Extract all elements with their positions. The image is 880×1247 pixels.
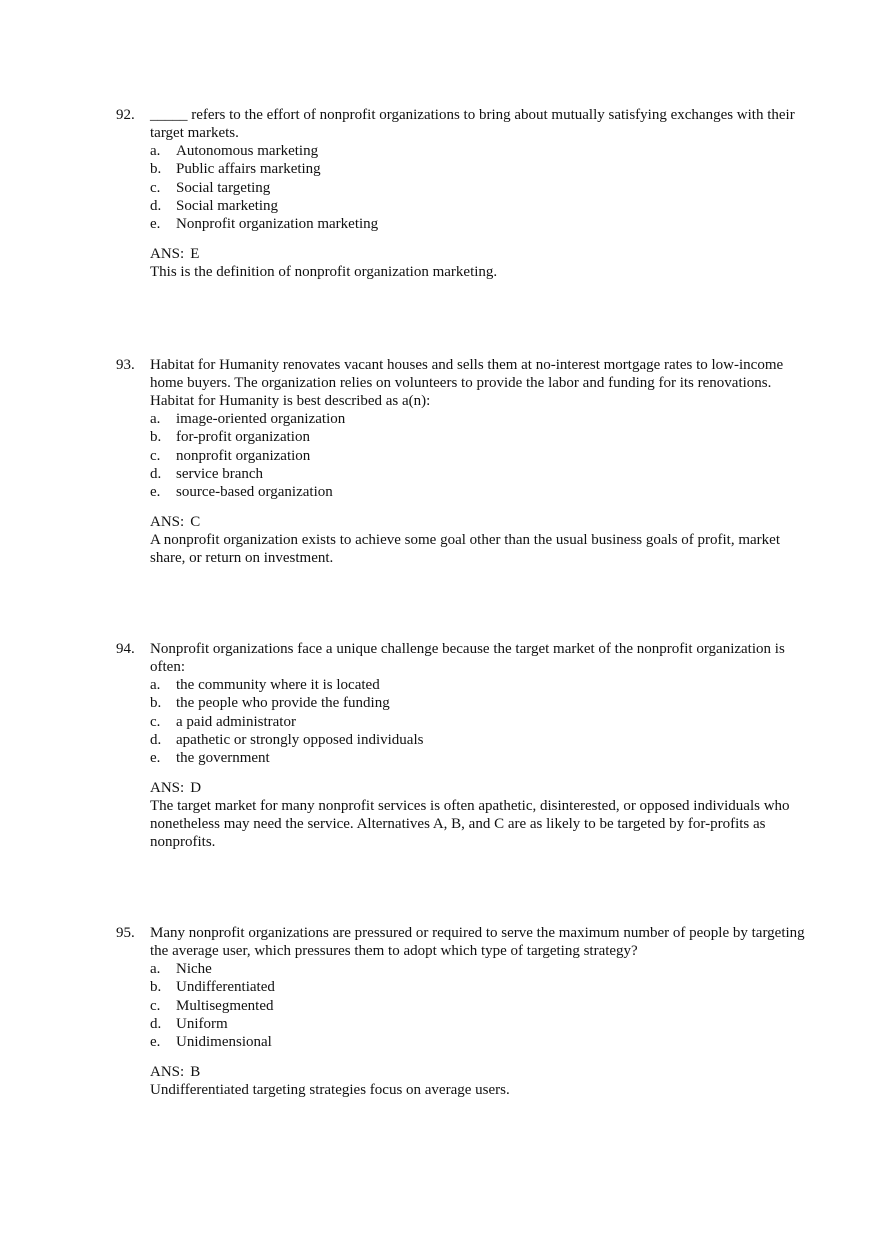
choice-text: Undifferentiated	[176, 979, 275, 996]
choice-a	[150, 410, 806, 428]
choice-text: Uniform	[176, 1015, 228, 1032]
answer-explanation: Undifferentiated targeting strategies focus on average users.	[150, 1082, 510, 1099]
choice-text: Multisegmented	[176, 997, 274, 1014]
choice-text: image-oriented organization	[176, 411, 346, 427]
choice-letter: a.	[150, 677, 161, 693]
choice-letter: c.	[150, 713, 161, 730]
choice-letter: a.	[150, 961, 161, 977]
choice-letter: d.	[150, 731, 162, 748]
question-text: Many nonprofit organizations are pressured or required to serve the maximum number of people by targeting the average user, which pressures them to adopt which type of targeting strategy?	[150, 925, 805, 959]
answer-block	[116, 513, 806, 567]
choice-text: the people who provide the funding	[176, 695, 390, 712]
choice-e	[150, 215, 806, 233]
choice-text: service branch	[176, 465, 264, 482]
answer-label: ANS:	[150, 780, 185, 797]
choice-a	[150, 960, 806, 978]
choice-text: Social marketing	[176, 197, 279, 214]
choice-list	[116, 410, 806, 501]
choice-text: a paid administrator	[176, 713, 296, 730]
answer-explanation: A nonprofit organization exists to achieve some goal other than the usual business goals of profit, market share, or return on investment.	[150, 532, 780, 567]
choice-e	[150, 749, 806, 767]
choice-letter: c.	[150, 997, 161, 1014]
choice-letter: e.	[150, 484, 161, 501]
answer-line	[150, 779, 806, 797]
choice-text: the community where it is located	[176, 677, 380, 693]
question-text: _____ refers to the effort of nonprofit organizations to bring about mutually satisfying exchanges with their target markets.	[150, 107, 795, 141]
choice-d	[150, 731, 806, 749]
choice-d	[150, 1015, 806, 1033]
choice-b	[150, 428, 806, 446]
answer-explanation: The target market for many nonprofit services is often apathetic, disinterested, or opposed individuals who nonetheless may need the service. Alternatives A, B, and C are as likely to be targeted by for-profits as nonprofits.	[150, 798, 790, 851]
answer-explanation: This is the definition of nonprofit organization marketing.	[150, 264, 498, 281]
choice-text: source-based organization	[176, 484, 333, 501]
choice-letter: a.	[150, 143, 161, 159]
question-number: 92.	[116, 107, 135, 123]
choice-text: the government	[176, 750, 270, 767]
choice-b	[150, 694, 806, 712]
question-stem	[116, 106, 806, 142]
choice-text: Niche	[176, 961, 212, 977]
question-text: Habitat for Humanity renovates vacant houses and sells them at no-interest mortgage rates to low-income home buyers. The organization relies on volunteers to provide the labor and funding for its renovations. Habitat for Humanity is best described as a(n):	[150, 357, 784, 409]
question-stem	[116, 924, 806, 960]
question-stem	[116, 640, 806, 676]
choice-letter: c.	[150, 179, 161, 196]
choice-text: Social targeting	[176, 179, 271, 196]
choice-letter: a.	[150, 411, 161, 427]
choice-letter: b.	[150, 161, 162, 178]
choice-text: Nonprofit organization marketing	[176, 216, 379, 233]
question-93	[116, 356, 806, 567]
choice-letter: e.	[150, 750, 161, 767]
choice-letter: b.	[150, 429, 162, 446]
answer-block	[116, 779, 806, 851]
question-95	[116, 924, 806, 1099]
choice-list	[116, 960, 806, 1051]
answer-line	[150, 513, 806, 531]
choice-c	[150, 179, 806, 197]
choice-list	[116, 142, 806, 233]
answer-key: E	[190, 246, 200, 263]
answer-line	[150, 1063, 806, 1081]
choice-text: Public affairs marketing	[176, 161, 321, 178]
answer-line	[150, 245, 806, 263]
question-number: 93.	[116, 357, 135, 373]
answer-key: C	[190, 514, 201, 531]
answer-key: D	[190, 780, 202, 797]
choice-d	[150, 197, 806, 215]
choice-a	[150, 676, 806, 694]
choice-b	[150, 160, 806, 178]
choice-b	[150, 978, 806, 996]
choice-text: nonprofit organization	[176, 447, 311, 464]
choice-c	[150, 997, 806, 1015]
choice-d	[150, 465, 806, 483]
question-number: 95.	[116, 925, 135, 941]
question-text: Nonprofit organizations face a unique challenge because the target market of the nonprofit organization is often:	[150, 641, 785, 675]
choice-e	[150, 483, 806, 501]
choice-letter: b.	[150, 695, 162, 712]
answer-label: ANS:	[150, 514, 185, 531]
choice-letter: b.	[150, 979, 162, 996]
question-number: 94.	[116, 641, 135, 657]
choice-list	[116, 676, 806, 767]
choice-letter: d.	[150, 1015, 162, 1032]
answer-key: B	[190, 1064, 201, 1081]
choice-text: Unidimensional	[176, 1034, 272, 1051]
answer-label: ANS:	[150, 1064, 185, 1081]
question-stem	[116, 356, 806, 410]
choice-text: apathetic or strongly opposed individuals	[176, 731, 424, 748]
choice-letter: d.	[150, 465, 162, 482]
choice-letter: d.	[150, 197, 162, 214]
question-92	[116, 106, 806, 281]
question-94	[116, 640, 806, 851]
choice-text: Autonomous marketing	[176, 143, 319, 159]
choice-c	[150, 713, 806, 731]
answer-block	[116, 1063, 806, 1099]
choice-letter: e.	[150, 1034, 161, 1051]
choice-e	[150, 1033, 806, 1051]
answer-label: ANS:	[150, 246, 185, 263]
choice-letter: c.	[150, 447, 161, 464]
choice-letter: e.	[150, 216, 161, 233]
choice-a	[150, 142, 806, 160]
choice-c	[150, 447, 806, 465]
answer-block	[116, 245, 806, 281]
choice-text: for-profit organization	[176, 429, 310, 446]
